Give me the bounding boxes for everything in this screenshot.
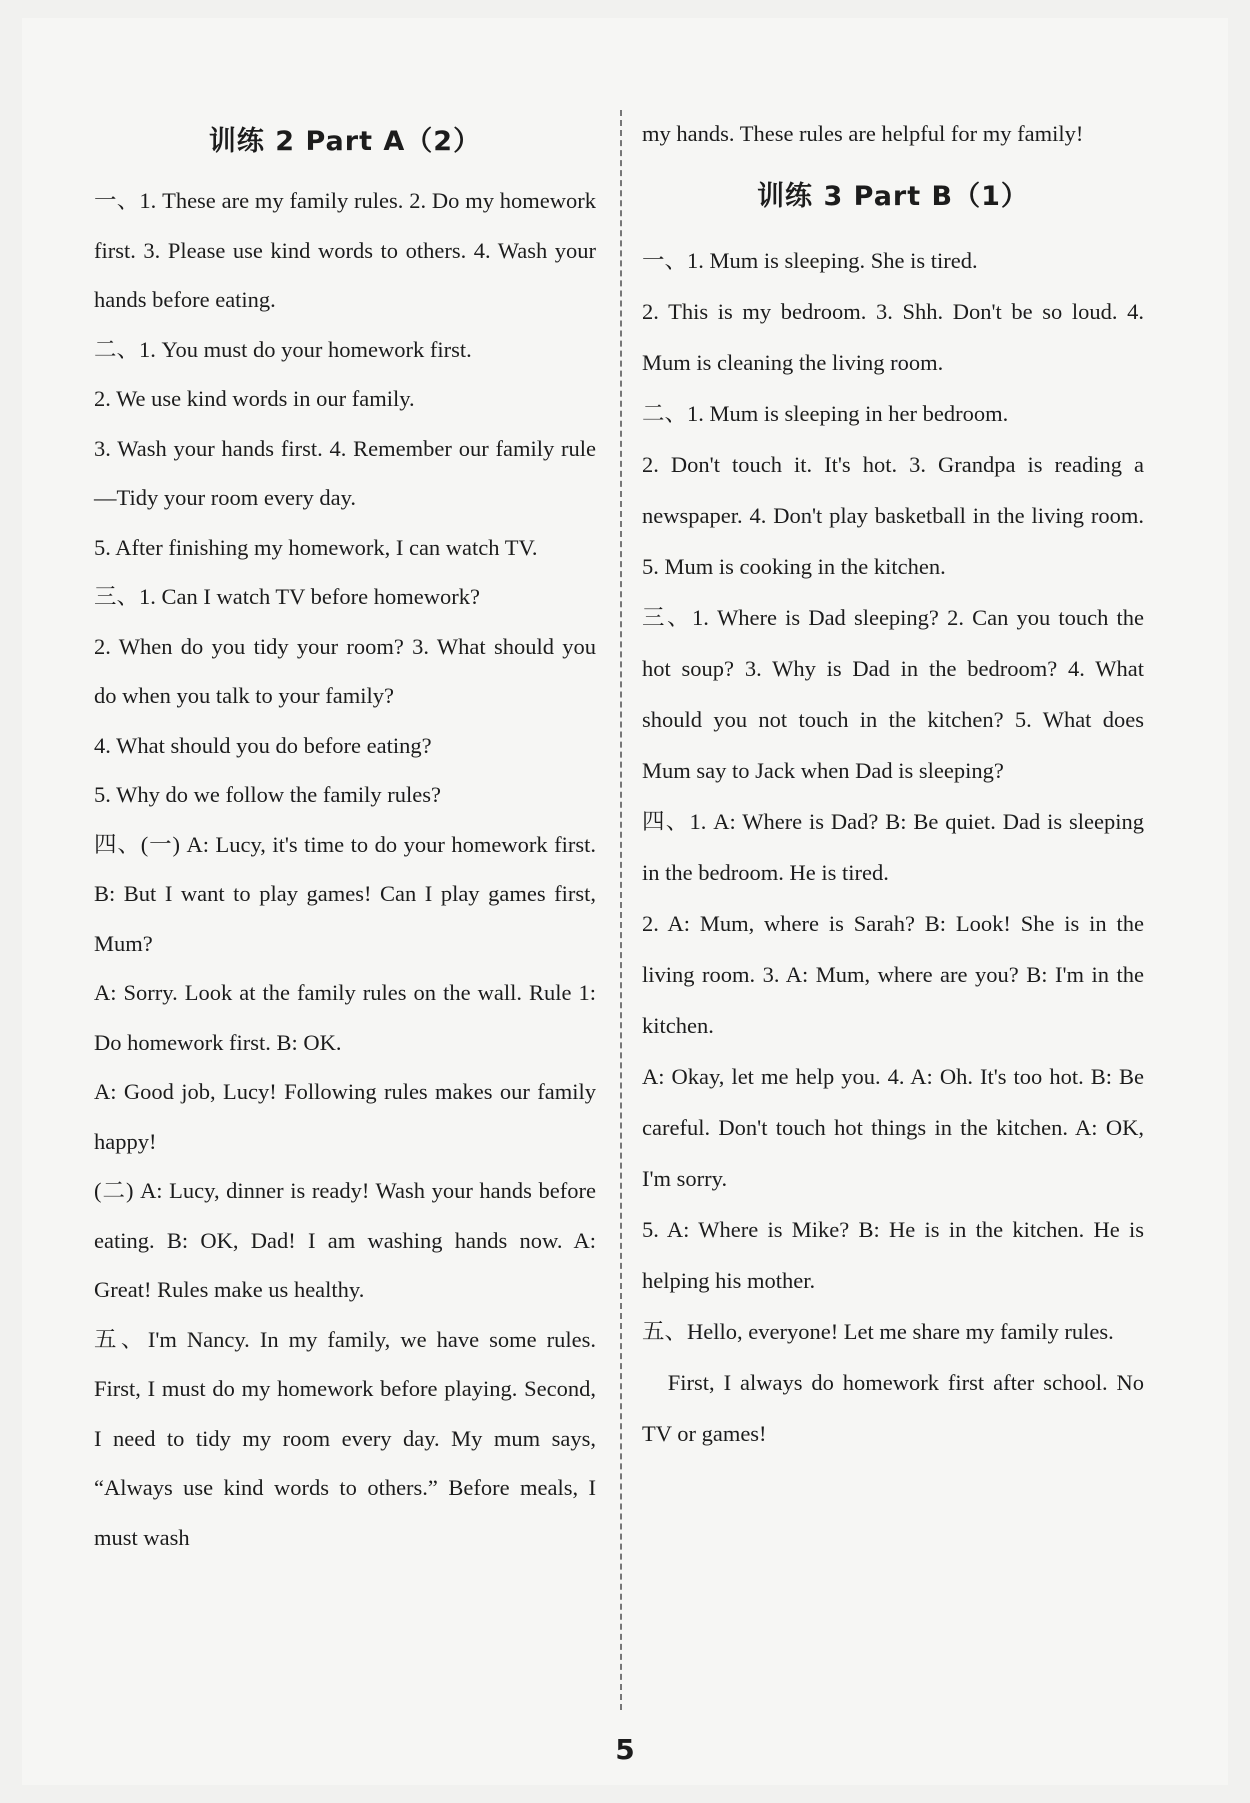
answer-line: 5. Why do we follow the family rules? bbox=[94, 782, 442, 807]
answer-line: 五、I'm Nancy. In my family, we have some rules. First, I must do my homework before playing. Second, I need to tidy my room every day. My mum says, “Always use kind words to others.” Before meals, I must wash bbox=[94, 1326, 596, 1550]
answer-line: 5. A: Where is Mike? B: He is in the kitchen. He is helping his mother. bbox=[642, 1217, 1144, 1293]
answer-line: 2. We use kind words in our family. bbox=[94, 386, 415, 411]
answer-line: 4. What should you do before eating? bbox=[94, 732, 432, 758]
section-title-part-b-1: 训练 3 Part B（1） bbox=[757, 181, 1029, 212]
answer-line: 三、1. Can I watch TV before homework? bbox=[94, 584, 480, 609]
answer-line: 二、1. Mum is sleeping in her bedroom. bbox=[642, 401, 1009, 426]
answer-line: 5. After finishing my homework, I can watch TV. bbox=[94, 534, 538, 560]
left-column bbox=[94, 100, 596, 1562]
answer-line: 一、1. These are my family rules. 2. Do my homework first. 3. Please use kind words to others. 4. Wash your hands before eating. bbox=[94, 188, 596, 312]
section-title-part-a-2: 训练 2 Part A（2） bbox=[208, 126, 482, 157]
answer-line: A: Sorry. Look at the family rules on the wall. Rule 1: Do homework first. B: OK. bbox=[94, 980, 596, 1055]
right-column bbox=[642, 108, 1144, 1459]
answer-line: (二) A: Lucy, dinner is ready! Wash your hands before eating. B: OK, Dad! I am washing hands now. A: Great! Rules make us healthy. bbox=[94, 1178, 596, 1302]
answer-line: 二、1. You must do your homework first. bbox=[94, 336, 472, 362]
answer-line: 2. When do you tidy your room? 3. What should you do when you talk to your family? bbox=[94, 633, 596, 708]
answer-line: 2. A: Mum, where is Sarah? B: Look! She is in the living room. 3. A: Mum, where are you? B: I'm in the kitchen. bbox=[642, 911, 1144, 1038]
answer-line: 一、1. Mum is sleeping. She is tired. bbox=[642, 248, 978, 273]
answer-line: my hands. These rules are helpful for my family! bbox=[642, 121, 1084, 146]
answer-line: First, I always do homework first after school. No TV or games! bbox=[642, 1370, 1144, 1446]
answer-line: 3. Wash your hands first. 4. Remember our family rule—Tidy your room every day. bbox=[94, 435, 596, 510]
answer-line: 四、(一) A: Lucy, it's time to do your homework first. B: But I want to play games! Can I play games first, Mum? bbox=[94, 831, 596, 956]
answer-line: 四、1. A: Where is Dad? B: Be quiet. Dad is sleeping in the bedroom. He is tired. bbox=[642, 809, 1144, 885]
page-number: 5 bbox=[615, 1733, 635, 1766]
answer-line: 五、Hello, everyone! Let me share my family rules. bbox=[642, 1319, 1114, 1344]
answer-line: 2. This is my bedroom. 3. Shh. Don't be so loud. 4. Mum is cleaning the living room. bbox=[642, 299, 1144, 375]
answer-line: A: Okay, let me help you. 4. A: Oh. It's too hot. B: Be careful. Don't touch hot things in the kitchen. A: OK, I'm sorry. bbox=[642, 1064, 1144, 1191]
answer-line: A: Good job, Lucy! Following rules makes our family happy! bbox=[94, 1079, 596, 1154]
answer-line: 三、1. Where is Dad sleeping? 2. Can you touch the hot soup? 3. Why is Dad in the bedroom? 4. What should you not touch in the kitchen? 5. What does Mum say to Jack when Dad is sleeping? bbox=[642, 605, 1144, 783]
answer-line: 2. Don't touch it. It's hot. 3. Grandpa is reading a newspaper. 4. Don't play basketball in the living room. 5. Mum is cooking in the kitchen. bbox=[642, 452, 1144, 579]
column-divider bbox=[620, 110, 622, 1710]
